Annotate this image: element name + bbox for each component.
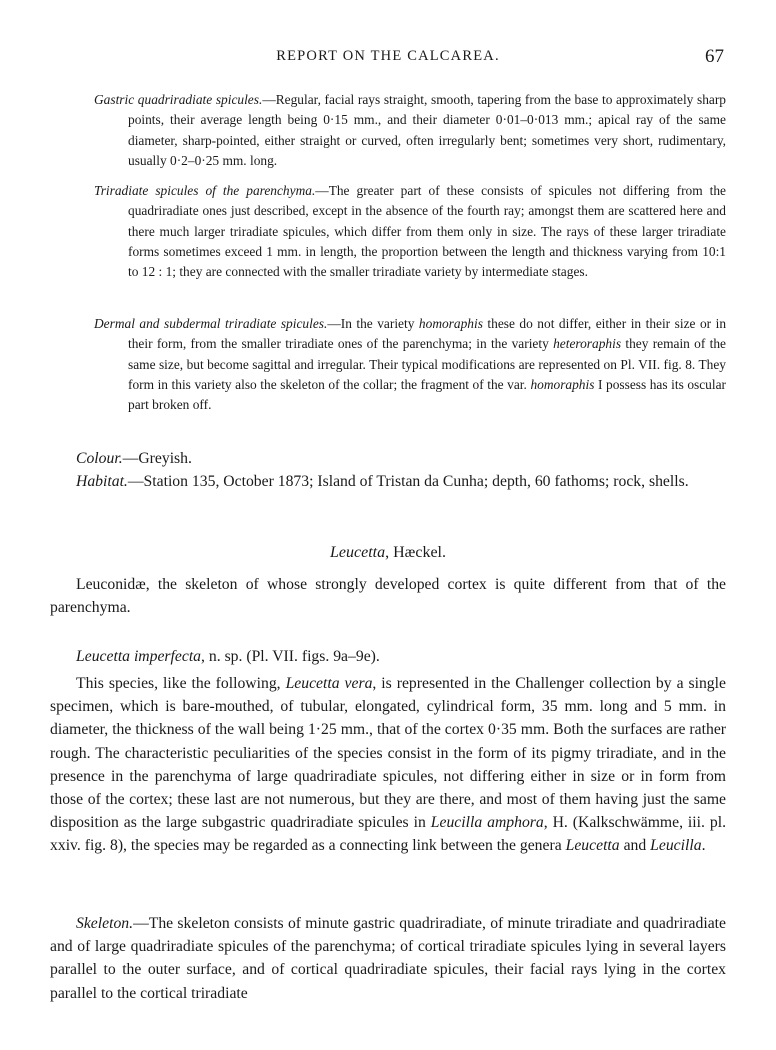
ref-leucilla: Leucilla [650,837,702,855]
skeleton-paragraph [50,912,726,1005]
colour-label: Colour. [76,450,123,467]
species-name: Leucetta imperfecta [76,648,202,665]
habitat-label: Habitat. [76,473,128,490]
dermal-text-1: —In the variety [327,316,419,331]
desc-text-3: , H. (Kalkschwämme, iii. pl. xxiv. fig. 8), the species may be regarded as a connecting link between the genera [50,814,726,855]
parenchyma-spicules-text: —The greater part of these consists of spicules not differing from the quadriradiate ones just described, except in the absence of the fourth ray; amongst them are scattered here and there much larger triradiate spicules, which differ from them only in size. The rays of these larger triradiate forms sometimes exceed 1 mm. in length, the proportion between the length and thickness varying from 10:1 to 12 : 1; they are connected with the smaller triradiate variety by intermediate stages. [128,183,726,280]
species-heading [50,645,726,668]
dermal-text-3: they remain of the same size, but become sagittal and irregular. Their typical modifications are represented on Pl. VII. fig. 8. They form in this variety also the skeleton of the collar; the fragment of the var. [128,336,726,392]
running-title: REPORT ON THE CALCAREA. [276,48,500,64]
colour-text: —Greyish. [122,450,192,467]
habitat-text: —Station 135, October 1873; Island of Tristan da Cunha; depth, 60 fathoms; rock, shells. [127,473,689,490]
dermal-text-4: I possess has its oscular part broken off. [128,376,727,413]
parenchyma-spicules-label: Triradiate spicules of the parenchyma. [94,183,316,198]
gastric-spicules-label: Gastric quadriradiate spicules. [94,92,263,107]
genus-heading [50,544,726,562]
desc-text-2: , is represented in the Challenger collection by a single specimen, which is bare-mouthed, of tubular, elongated, cylindrical form, 35 mm. long and 5 mm. in diameter, the thickness of the wall being 1·25 mm., that of the cortex 0·35 mm. Both the surfaces are rather rough. The characteristic peculiarities of the species consist in the form of its pigmy triradiate, and in the presence in the parenchyma of large quadriradiate spicules, not differing either in size or in form from those of the cortex; these last are not numerous, but they are there, and most of them having just the same disposition as the large subgastric quadriradiate spicules in [50,675,726,832]
ref-leucilla-amphora: Leucilla amphora [430,814,544,832]
genus-description-paragraph [50,573,726,619]
variety-heteroraphis: heteroraphis [553,336,622,352]
page-header [0,48,776,72]
ref-leucetta: Leucetta [565,837,620,855]
species-description-paragraph [50,672,726,858]
colour-paragraph [50,447,726,470]
species-suffix: , n. sp. (Pl. VII. figs. 9a–9e). [201,648,380,665]
skeleton-label: Skeleton. [76,915,134,932]
genus-description: Leuconidæ, the skeleton of whose strongly developed cortex is quite different from that of the parenchyma. [50,576,726,617]
habitat-paragraph [50,470,726,493]
desc-text-1: This species, like the following, [76,675,286,692]
ref-leucetta-vera: Leucetta vera [285,675,373,692]
gastric-spicules-text: —Regular, facial rays straight, smooth, tapering from the base to approximately sharp points, their average length being 0·15 mm., and their diameter 0·01–0·013 mm.; apical ray of the same diameter, sharp-pointed, either straight or curved, often irregularly bent; sometimes very short, rudimentary, usually 0·2–0·25 mm. long. [128,92,726,168]
genus-name: Leucetta [330,544,386,561]
dermal-spicules-paragraph [94,314,726,415]
variety-homoraphis-2: homoraphis [530,376,595,392]
variety-homoraphis: homoraphis [418,316,483,331]
genus-author: , Hæckel. [385,544,446,561]
desc-text-5: . [701,837,706,855]
parenchyma-spicules-paragraph [94,181,726,282]
dermal-text-2: these do not differ, either in their size or in their form, from the smaller triradiate ones of the parenchyma; in the variety [128,316,727,352]
page-number: 67 [705,46,724,67]
desc-text-4: and [619,837,651,855]
skeleton-text: —The skeleton consists of minute gastric quadriradiate, of minute triradiate and quadriradiate and of large quadriradiate spicules of the parenchyma; of cortical triradiate spicules lying in several layers parallel to the outer surface, and of cortical quadriradiate spicules, their facial rays lying in the cortex parallel to the cortical triradiate [50,915,726,1002]
gastric-spicules-paragraph [94,90,726,171]
dermal-spicules-label: Dermal and subdermal triradiate spicules. [94,316,328,331]
